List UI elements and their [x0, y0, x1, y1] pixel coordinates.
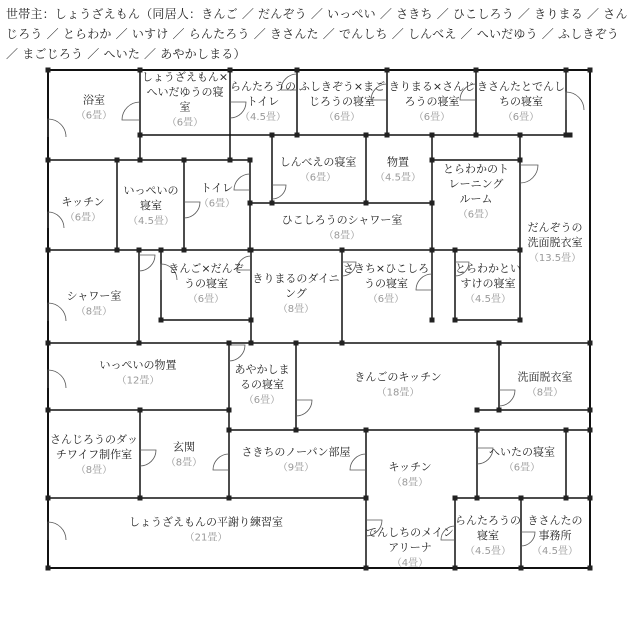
wall-joint [518, 318, 523, 323]
wall-joint [564, 496, 569, 501]
room-size-torawaka-isuke-bedroom: （4.5畳） [465, 294, 511, 305]
wall-joint [249, 341, 254, 346]
room-name-toilet: トイレ [200, 181, 234, 195]
wall-joint [294, 428, 299, 433]
wall-joint [138, 133, 143, 138]
room-name-kingo-danzo-bedroom: きんご×だんぞ [168, 262, 244, 275]
room-size-hikoshiro-shower: （8畳） [323, 230, 361, 242]
room-name-rantaro-toilet: トイレ [246, 95, 280, 108]
room-size-kitchen-2: （8畳） [391, 477, 429, 489]
wall-joint [497, 341, 502, 346]
door-swing [296, 400, 312, 416]
room-name-ippei-bedroom: いっぺいの [123, 184, 179, 197]
room-name-kisanta-denshichi-bedroom: きさんたとでんし [477, 80, 565, 93]
wall-joint [228, 68, 233, 73]
room-size-kisanta-denshichi-bedroom: （6畳） [502, 112, 540, 123]
room-size-bath: （6畳） [75, 110, 113, 122]
door-swing [48, 370, 66, 388]
room-size-kitchen-1: （6畳） [64, 212, 102, 224]
wall-joint [518, 158, 523, 163]
room-name-bath: 浴室 [83, 93, 105, 107]
wall-joint [249, 248, 254, 253]
wall-joint [475, 408, 480, 413]
household-head: 世帯主：しょうざえもん [6, 7, 141, 21]
wall-joint [588, 68, 593, 73]
wall-joint [430, 133, 435, 138]
room-name-shozaemon-heidayu-bedroom: 室 [179, 100, 191, 114]
wall-joint [364, 566, 369, 571]
door-swing [499, 390, 515, 406]
room-name-washroom: 洗面脱衣室 [517, 370, 573, 384]
wall-joint [518, 133, 523, 138]
room-size-ippei-bedroom: （4.5畳） [128, 216, 174, 227]
wall-joint [364, 496, 369, 501]
room-name-sakichi-nopan: さきちのノーパン部屋 [241, 445, 351, 459]
wall-joint [46, 341, 51, 346]
wall-joint [364, 428, 369, 433]
door-swing [48, 303, 66, 321]
wall-joint [137, 248, 142, 253]
room-name-kisanta-denshichi-bedroom: ちの寝室 [499, 95, 543, 108]
room-name-rantaro-bedroom: らんたろうの [455, 514, 521, 527]
wall-joint [588, 566, 593, 571]
room-name-kitchen-1: キッチン [61, 195, 105, 209]
room-name-ayakashimaru-bedroom: るの寝室 [240, 378, 284, 391]
room-name-fushikizo-magojiro-bedroom: じろうの寝室 [309, 95, 375, 108]
wall-joint [227, 341, 232, 346]
wall-joint [46, 158, 51, 163]
room-name-entrance: 玄関 [173, 440, 195, 454]
room-size-toilet: （6畳） [198, 198, 236, 210]
room-name-denshichi-arena: でんしちのメイン [366, 526, 454, 539]
room-name-kirimaru-dining: ング [285, 287, 307, 300]
room-name-torawaka-training: ルーム [459, 192, 493, 206]
wall-joint [46, 408, 51, 413]
wall-joint [248, 201, 253, 206]
wall-joints [46, 68, 593, 571]
wall-joint [474, 68, 479, 73]
wall-joint [115, 158, 120, 163]
wall-joint [430, 318, 435, 323]
doors [48, 74, 584, 546]
door-swing [48, 119, 66, 137]
room-size-shinbee-bedroom: （6畳） [299, 172, 337, 184]
room-size-shozaemon-practice: （21畳） [184, 532, 228, 544]
room-name-sanjiro-dutch-wife: チワイフ制作室 [55, 448, 133, 461]
wall-joint [182, 158, 187, 163]
room-name-kirimaru-dining: きりまるのダイニ [252, 272, 340, 285]
door-swing [213, 454, 229, 470]
room-name-kisanta-office: きさんたの [527, 514, 583, 527]
door-swing [184, 202, 200, 218]
wall-joint [453, 566, 458, 571]
door-swing [566, 92, 584, 110]
door-swing [416, 274, 432, 290]
room-name-hikoshiro-shower: ひこしろうのシャワー室 [281, 213, 403, 227]
wall-joint [46, 566, 51, 571]
wall-joint [115, 248, 120, 253]
door-swing [521, 532, 535, 546]
wall-joint [182, 248, 187, 253]
room-size-sanjiro-dutch-wife: （8畳） [75, 465, 113, 476]
room-name-kingo-danzo-bedroom: うの寝室 [184, 277, 228, 290]
wall-joint [294, 341, 299, 346]
door-swing [48, 522, 66, 540]
wall-joint [453, 248, 458, 253]
room-name-shozaemon-heidayu-bedroom: しょうざえもん× [141, 70, 229, 84]
wall-joint [295, 68, 300, 73]
room-name-kirimaru-sanjiro-bedroom: きりまる×さんじ [388, 80, 476, 93]
room-size-storage: （4.5畳） [375, 172, 421, 184]
room-name-sakichi-hikoshiro-bedroom: さきち×ひこしろ [342, 262, 430, 275]
wall-joint [227, 496, 232, 501]
room-size-kirimaru-dining: （8畳） [277, 304, 315, 315]
wall-joint [497, 408, 502, 413]
wall-joint [249, 318, 254, 323]
wall-joint [588, 341, 593, 346]
room-name-torawaka-isuke-bedroom: すけの寝室 [460, 277, 516, 290]
room-name-torawaka-training: とらわかのト [443, 162, 509, 176]
room-name-ayakashimaru-bedroom: あやかしま [234, 363, 290, 376]
wall-joint [364, 201, 369, 206]
wall-joint [588, 408, 593, 413]
door-swing [139, 255, 155, 271]
wall-joint [385, 133, 390, 138]
room-name-denshichi-arena: アリーナ [388, 541, 432, 554]
room-size-rantaro-toilet: （4.5畳） [240, 112, 286, 123]
wall-joint [564, 68, 569, 73]
room-name-ippei-bedroom: 寝室 [140, 199, 162, 212]
wall-joint [474, 133, 479, 138]
wall-joint [364, 133, 369, 138]
room-size-washroom: （8畳） [526, 387, 564, 399]
room-name-kisanta-office: 事務所 [538, 529, 572, 542]
wall-joint [248, 158, 253, 163]
room-name-shinbee-bedroom: しんべえの寝室 [279, 155, 357, 169]
room-name-shower: シャワー室 [66, 289, 122, 303]
wall-joint [138, 408, 143, 413]
door-swing [272, 185, 286, 199]
wall-joint [159, 248, 164, 253]
door-swing [122, 102, 140, 120]
wall-joint [430, 248, 435, 253]
room-size-sakichi-hikoshiro-bedroom: （6畳） [367, 294, 405, 305]
room-name-heita-bedroom: へいたの寝室 [489, 445, 555, 459]
wall-joint [564, 428, 569, 433]
wall-joint [228, 158, 233, 163]
wall-joint [46, 496, 51, 501]
wall-joint [340, 248, 345, 253]
wall-joint [453, 496, 458, 501]
room-name-danzo-washroom: 洗面脱衣室 [527, 236, 583, 249]
room-name-rantaro-toilet: らんたろうの [230, 80, 296, 93]
room-size-shozaemon-heidayu-bedroom: （6畳） [166, 117, 204, 129]
room-size-kisanta-office: （4.5畳） [532, 546, 578, 557]
room-name-fushikizo-magojiro-bedroom: ふしきぞう×まご [298, 80, 386, 93]
door-swing [229, 345, 245, 361]
room-size-ayakashimaru-bedroom: （6畳） [243, 395, 281, 406]
room-name-kitchen-2: キッチン [388, 460, 432, 474]
door-swing [520, 165, 538, 183]
room-size-shower: （8畳） [75, 306, 113, 318]
wall-joint [340, 341, 345, 346]
residents-list: （同居人：きんご ／ だんぞう ／ いっぺい ／ さきち ／ ひこしろう ／ きりまる ／ さんじろう ／ とらわか ／ いすけ ／ らんたろう ／ きさんた ／ でんしち ／ しんべえ ／ へいだゆう ／ ふしきぞう ／ まごじろう ／ へいた ／ あやかしまる） [6, 7, 628, 61]
wall-joint [46, 248, 51, 253]
room-size-rantaro-bedroom: （4.5畳） [465, 546, 511, 557]
room-name-danzo-washroom: だんぞうの [527, 221, 583, 234]
room-size-torawaka-training: （6畳） [457, 209, 495, 221]
wall-joint [519, 496, 524, 501]
room-size-fushikizo-magojiro-bedroom: （6畳） [323, 112, 361, 123]
wall-joint [295, 133, 300, 138]
room-name-kirimaru-sanjiro-bedroom: ろうの寝室 [404, 95, 460, 108]
room-name-ippei-storage: いっぺいの物置 [99, 358, 177, 372]
wall-joint [227, 428, 232, 433]
wall-joint [588, 496, 593, 501]
wall-joint [137, 341, 142, 346]
wall-joint [518, 248, 523, 253]
wall-joint [385, 68, 390, 73]
room-name-shozaemon-practice: しょうざえもんの平謝り練習室 [129, 515, 283, 529]
room-size-heita-bedroom: （6畳） [503, 462, 541, 474]
wall-joint [430, 158, 435, 163]
room-name-shozaemon-heidayu-bedroom: へいだゆうの寝 [146, 85, 224, 99]
wall-joint [138, 158, 143, 163]
wall-joint [475, 496, 480, 501]
room-size-denshichi-arena: （4畳） [391, 558, 429, 569]
wall-joint [138, 496, 143, 501]
room-name-torawaka-training: レーニング [448, 177, 504, 191]
room-size-kirimaru-sanjiro-bedroom: （6畳） [413, 112, 451, 123]
room-size-ippei-storage: （12畳） [116, 375, 160, 387]
room-name-sanjiro-dutch-wife: さんじろうのダッ [50, 433, 138, 446]
door-swing [350, 454, 366, 470]
wall-joint [568, 133, 573, 138]
wall-joint [227, 408, 232, 413]
wall-joint [159, 318, 164, 323]
wall-joint [270, 201, 275, 206]
room-size-sakichi-nopan: （9畳） [277, 462, 315, 474]
wall-joint [475, 428, 480, 433]
door-swing [140, 450, 156, 466]
room-name-kingo-kitchen: きんごのキッチン [354, 370, 442, 384]
wall-joint [453, 318, 458, 323]
room-name-torawaka-isuke-bedroom: とらわかとい [455, 262, 521, 275]
room-name-rantaro-bedroom: 寝室 [477, 529, 499, 542]
room-size-entrance: （8畳） [165, 457, 203, 469]
wall-joint [430, 201, 435, 206]
door-swing [234, 174, 250, 190]
door-swing [48, 212, 64, 228]
wall-joint [46, 68, 51, 73]
room-size-kingo-kitchen: （18畳） [376, 387, 420, 399]
room-name-sakichi-hikoshiro-bedroom: うの寝室 [364, 277, 408, 290]
wall-joint [519, 566, 524, 571]
walls [48, 70, 590, 568]
room-name-storage: 物置 [387, 155, 409, 169]
wall-joint [270, 133, 275, 138]
wall-joint [588, 428, 593, 433]
room-size-danzo-washroom: （13.5畳） [528, 253, 582, 264]
room-size-kingo-danzo-bedroom: （6畳） [187, 294, 225, 305]
